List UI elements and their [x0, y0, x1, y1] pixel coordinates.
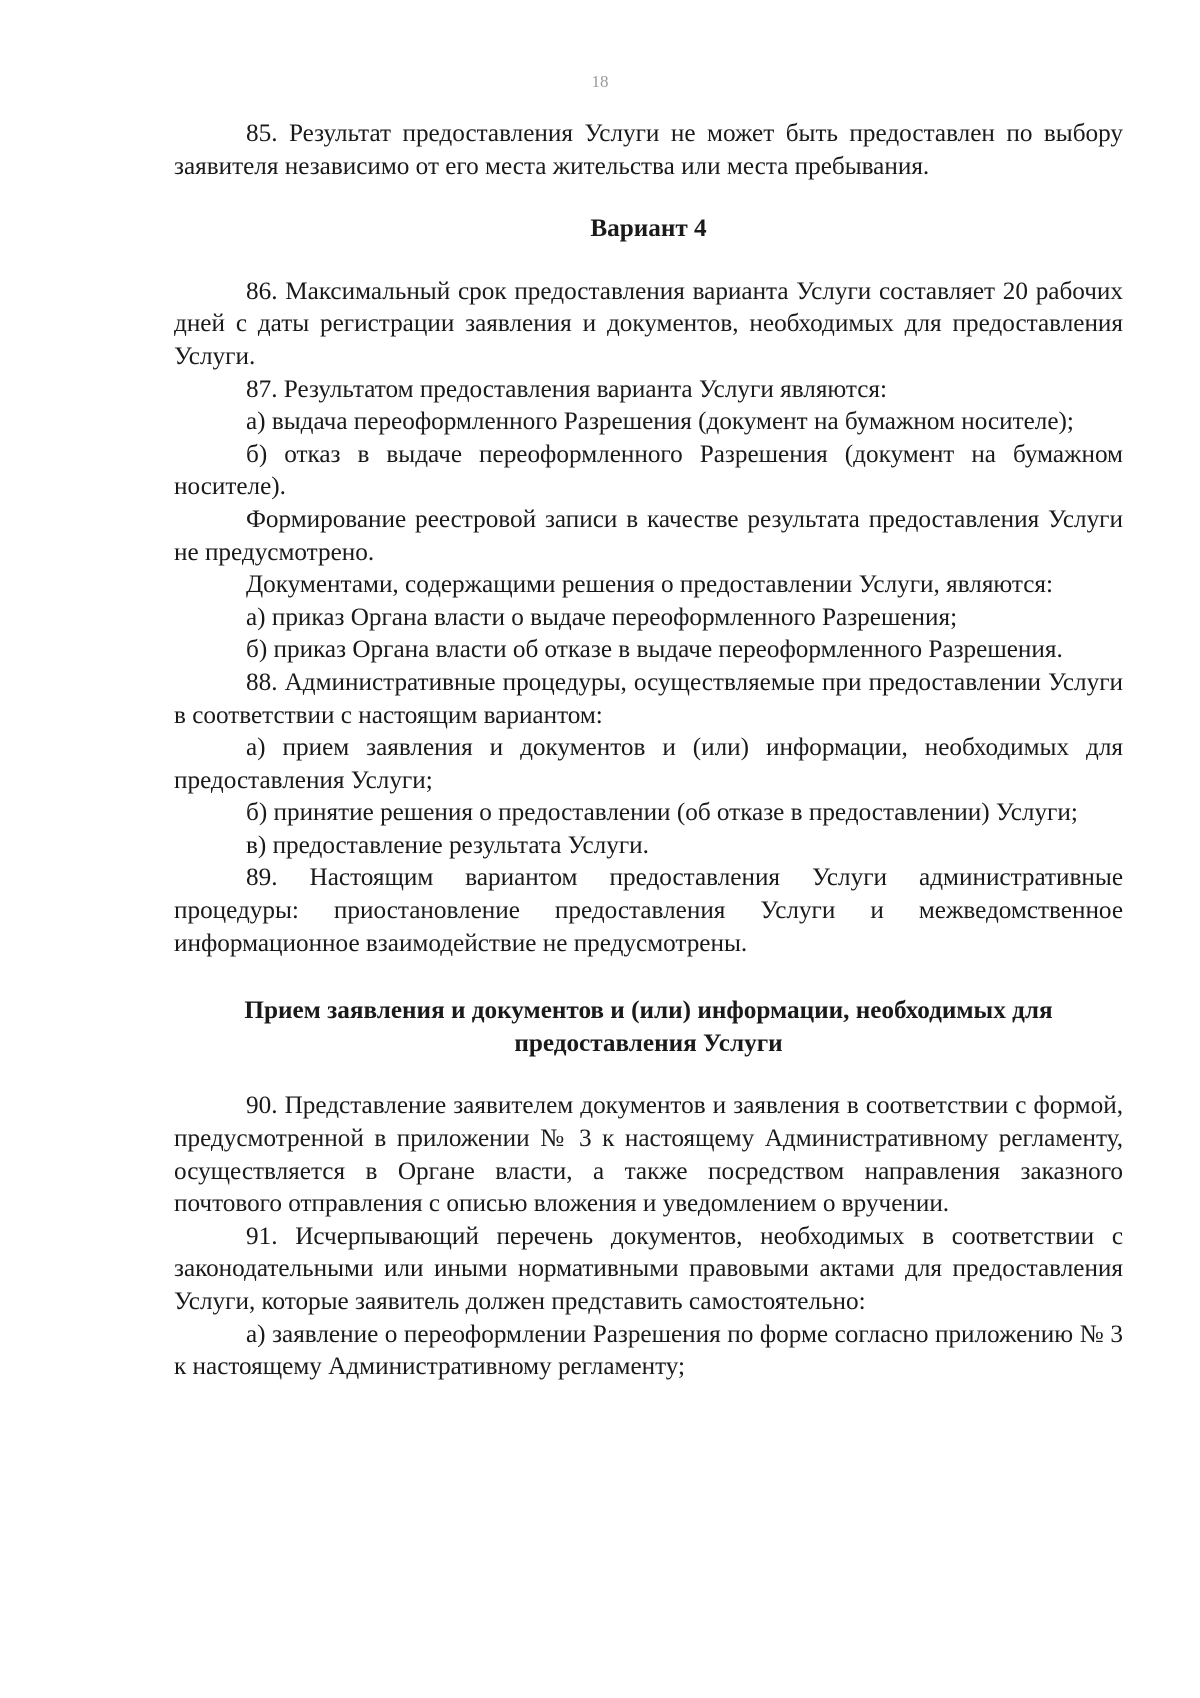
- paragraph-decision-documents: Документами, содержащими решения о предоставлении Услуги, являются:: [246, 571, 1053, 599]
- paragraph-decision-item-b: б) приказ Органа власти об отказе в выдаче переоформленного Разрешения.: [246, 636, 1063, 664]
- paragraph-91: 91. Исчерпывающий перечень документов, необходимых в соответствии с законодательными или иными нормативными правовыми актами для предоставления Услуги, которые заявитель должен представить самостоятельно:: [174, 1222, 1123, 1315]
- paragraph-88-item-c: в) предоставление результата Услуги.: [246, 831, 649, 859]
- page-number: 18: [591, 72, 609, 91]
- heading-section-reception: Прием заявления и документов и (или) информации, необходимых для предоставления Услуги: [244, 997, 1053, 1057]
- paragraph-87-item-a: а) выдача переоформленного Разрешения (документ на бумажном носителе);: [246, 408, 1074, 436]
- document-body: [174, 118, 1123, 1384]
- paragraph-89: 89. Настоящим вариантом предоставления Услуги административные процедуры: приостановление предоставления Услуги и межведомственное информационное взаимодействие не предусмотрены.: [174, 864, 1123, 957]
- paragraph-88-item-b: б) принятие решения о предоставлении (об отказе в предоставлении) Услуги;: [246, 799, 1078, 827]
- paragraph-90: 90. Представление заявителем документов и заявления в соответствии с формой, предусмотренной в приложении № 3 к настоящему Административному регламенту, осуществляется в Органе власти, а также посредством направления заказного почтового отправления с описью вложения и уведомлением о вручении.: [174, 1092, 1123, 1218]
- paragraph-88: 88. Административные процедуры, осуществляемые при предоставлении Услуги в соответствии с настоящим вариантом:: [174, 668, 1123, 729]
- paragraph-decision-item-a: а) приказ Органа власти о выдаче переоформленного Разрешения;: [246, 603, 958, 631]
- paragraph-87: 87. Результатом предоставления варианта Услуги являются:: [246, 375, 887, 403]
- paragraph-91-item-a: а) заявление о переоформлении Разрешения по форме согласно приложению № 3 к настоящему Административному регламенту;: [174, 1320, 1123, 1381]
- paragraph-87-item-b: б) отказ в выдаче переоформленного Разрешения (документ на бумажном носителе).: [174, 440, 1123, 501]
- paragraph-86: 86. Максимальный срок предоставления варианта Услуги составляет 20 рабочих дней с даты регистрации заявления и документов, необходимых для предоставления Услуги.: [174, 277, 1123, 370]
- heading-variant-4: Вариант 4: [590, 215, 707, 243]
- paragraph-85: 85. Результат предоставления Услуги не может быть предоставлен по выбору заявителя независимо от его места жительства или места пребывания.: [174, 120, 1123, 180]
- paragraph-registry-record: Формирование реестровой записи в качестве результата предоставления Услуги не предусмотрено.: [174, 505, 1123, 566]
- paragraph-88-item-a: а) прием заявления и документов и (или) информации, необходимых для предоставления Услуги;: [174, 734, 1123, 794]
